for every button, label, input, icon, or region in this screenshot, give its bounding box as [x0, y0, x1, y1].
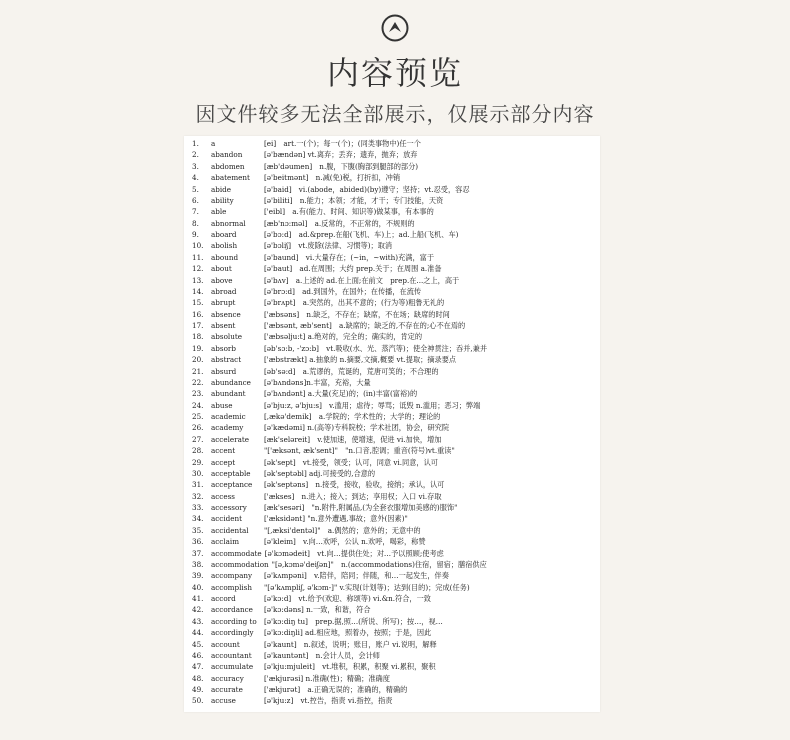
entry-word: access: [211, 491, 235, 501]
entry-word: accident: [211, 514, 243, 524]
entry-number: 24.: [192, 400, 204, 410]
entry-number: 18.: [192, 332, 204, 342]
vocabulary-entry: [184, 149, 600, 160]
entry-number: 16.: [192, 309, 204, 319]
entry-number: 15.: [192, 298, 204, 308]
entry-number: 47.: [192, 662, 204, 672]
entry-number: 34.: [192, 514, 204, 524]
vocabulary-entry: [184, 445, 600, 456]
entry-definition: [ə'bʌndəns]n.丰富，充裕，大量: [264, 377, 371, 387]
vocabulary-entry: [184, 240, 600, 251]
entry-word: aboard: [211, 230, 237, 239]
vocabulary-entry: [184, 297, 600, 308]
page-title: 内容预览: [326, 54, 463, 92]
entry-number: 48.: [192, 673, 204, 683]
vocabulary-entry: [184, 366, 600, 377]
entry-word: abundant: [211, 389, 246, 399]
entry-definition: [ə'beitmənt] n.减(免)税，打折扣，冲销: [264, 173, 401, 183]
vocabulary-entry: [184, 252, 600, 263]
entry-definition: ['ækjurət] a.正确无误的；准确的，精确的: [264, 685, 408, 694]
entry-definition: [ə'brʌpt] a.突然的，出其不意的；(行为等)粗鲁无礼的: [264, 298, 445, 308]
entry-definition: [æb'dəumen] n.腹，下腹(胸部到腿部的部分): [264, 161, 419, 171]
vocabulary-entry: [184, 502, 600, 513]
vocabulary-entry: [184, 604, 600, 615]
entry-definition: [æb'nɔ:məl] a.反常的，不正常的，不规则的: [264, 218, 415, 228]
entry-word: absent: [211, 321, 236, 330]
entry-definition: [ə'kju:z] vt.控告，指责 vi.指控，指责: [264, 696, 393, 706]
entry-number: 7.: [192, 207, 199, 217]
vocabulary-entry: [184, 172, 600, 183]
entry-number: 25.: [192, 412, 204, 421]
vocabulary-entry: [184, 400, 600, 411]
entry-definition: [ə'bʌv] a.上述的 ad.在上面;在前文 prep.在...之上，高于: [264, 275, 460, 285]
vocabulary-entry: [184, 536, 600, 547]
entry-word: accumulate: [211, 662, 254, 672]
entry-number: 26.: [192, 423, 204, 433]
entry-definition: [ə'bʌndənt] a.大量(充足)的；(in)丰富(富裕)的: [264, 389, 418, 399]
entry-word: abnormal: [211, 218, 246, 228]
entry-definition: [ə'kædəmi] n.(高等)专科院校；学术社团，协会，研究院: [264, 423, 450, 433]
entry-word: accordance: [211, 605, 253, 615]
entry-word: above: [211, 275, 233, 285]
entry-definition: [ə'kʌmpəni] v.陪伴，陪同；伴随，和…一起发生，伴奏: [264, 571, 449, 581]
vocabulary-entry: [184, 491, 600, 502]
vocabulary-entry: [184, 468, 600, 479]
vocabulary-entry: [184, 320, 600, 331]
circle-chevron-up-icon: [381, 14, 409, 42]
entry-definition: [ei] art.一(个)；每一(个)；(同类事物中)任一个: [264, 139, 421, 148]
entry-word: about: [211, 264, 232, 274]
vocabulary-list: [184, 138, 600, 707]
entry-word: abundance: [211, 377, 251, 387]
entry-number: 38.: [192, 559, 204, 569]
entry-word: accent: [211, 446, 236, 456]
vocabulary-entry: [184, 639, 600, 650]
entry-definition: [ə'bju:z, ə'bju:s] v.滥用；虐待；辱骂；诋毁 n.滥用；恶习；弊端: [264, 400, 481, 410]
entry-number: 28.: [192, 446, 204, 456]
entry-number: 22.: [192, 377, 204, 387]
vocabulary-entry: [184, 513, 600, 524]
entry-word: accommodate: [211, 548, 262, 558]
entry-number: 43.: [192, 616, 204, 626]
entry-word: abatement: [211, 173, 250, 183]
entry-definition: [əb'sɔ:b, -'zɔ:b] vt.吸收(水、光、蒸汽等)；使全神贯注；吞并,兼并: [264, 343, 488, 353]
entry-definition: [ə'brɔ:d] ad.到国外，在国外；在传播，在流传: [264, 286, 422, 296]
entry-word: abrupt: [211, 298, 236, 308]
entry-word: absence: [211, 309, 241, 319]
entry-word: absurd: [211, 366, 237, 376]
vocabulary-entry: [184, 354, 600, 365]
entry-number: 9.: [192, 230, 199, 239]
vocabulary-entry: [184, 593, 600, 604]
entry-number: 11.: [192, 252, 204, 262]
entry-word: accidental: [211, 525, 249, 535]
entry-number: 10.: [192, 241, 204, 251]
entry-word: accord: [211, 594, 236, 603]
entry-definition: "[ə'kʌmpliʃ, ə'kɔm-]" v.实现(计划等)；达到(目的)；完成(任务): [264, 582, 470, 592]
entry-definition: ['ækjurəsi] n.准确(性)；精确；准确度: [264, 673, 390, 683]
entry-definition: "[ə,kɔmə'deiʃən]" n.(accommodations)住宿，留宿；膳宿供应: [271, 559, 487, 569]
entry-definition: ['æksidənt] "n.意外遭遇,事故；意外(因素)": [264, 514, 408, 524]
entry-word: accompany: [211, 571, 253, 581]
entry-definition: [ə'kleim] v.向…欢呼，公认 n.欢呼，喝彩，称赞: [264, 537, 426, 547]
entry-word: academic: [211, 412, 246, 421]
entry-number: 49.: [192, 685, 204, 694]
entry-word: abound: [211, 252, 239, 262]
vocabulary-entry: [184, 661, 600, 672]
vocabulary-entry: [184, 457, 600, 468]
entry-word: accuracy: [211, 673, 244, 683]
entry-definition: ['æbsəlju:t] a.绝对的，完全的；确实的，肯定的: [264, 332, 423, 342]
entry-number: 5.: [192, 184, 199, 194]
entry-number: 44.: [192, 628, 204, 638]
vocabulary-entry: [184, 275, 600, 286]
vocabulary-entry: [184, 138, 600, 149]
vocabulary-entry: [184, 377, 600, 388]
entry-word: accountant: [211, 650, 252, 660]
vocabulary-entry: [184, 286, 600, 297]
entry-word: ability: [211, 195, 234, 205]
entry-number: 12.: [192, 264, 204, 274]
entry-definition: [ə'bɔliʃ] vt.废除(法律、习惯等)；取消: [264, 241, 393, 251]
entry-definition: ['æbsənt, æb'sent] a.缺席的；缺乏的,不存在的;心不在焉的: [264, 321, 466, 330]
entry-definition: [ə'bændən] vt.离弃；丢弃；遗弃，抛弃；放弃: [264, 150, 418, 160]
entry-word: accelerate: [211, 434, 250, 444]
vocabulary-entry: [184, 229, 600, 240]
entry-word: accommodation: [211, 559, 269, 569]
entry-number: 4.: [192, 173, 199, 183]
vocabulary-entry: [184, 309, 600, 320]
vocabulary-entry: [184, 548, 600, 559]
entry-number: 30.: [192, 468, 204, 478]
entry-definition: ['eibl] a.有(能力、时间、知识等)做某事，有本事的: [264, 207, 434, 217]
vocabulary-entry: [184, 650, 600, 661]
entry-number: 13.: [192, 275, 204, 285]
entry-number: 39.: [192, 571, 204, 581]
entry-word: abroad: [211, 286, 237, 296]
vocabulary-entry: [184, 673, 600, 684]
vocabulary-entry: [184, 434, 600, 445]
vocabulary-entry: [184, 570, 600, 581]
entry-number: 19.: [192, 343, 204, 353]
entry-definition: "[,æksi'dentəl]" a.偶然的；意外的；无意中的: [264, 525, 421, 535]
entry-word: absolute: [211, 332, 242, 342]
entry-number: 20.: [192, 355, 204, 365]
entry-definition: [ə'bɔ:d] ad.&prep.在船(飞机、车)上；ad.上船(飞机、车): [264, 230, 459, 239]
vocabulary-entry: [184, 388, 600, 399]
entry-definition: [ə'kɔ:diŋli] ad.相应地，照着办，按照；于是，因此: [264, 628, 432, 638]
entry-definition: "['æksənt, æk'sent]" "n.口音,腔调；重音(符号)vt.重读": [264, 446, 455, 456]
vocabulary-entry: [184, 343, 600, 354]
entry-definition: [ə'baid] vi.(abode，abided)(by)遵守；坚持；vt.忍受，容忍: [264, 184, 470, 194]
entry-definition: [ə'kɔ:d] vt.给予(欢迎、称颂等) vi.&n.符合，一致: [264, 594, 431, 603]
entry-definition: [ək'septəbl] adj.可接受的,合意的: [264, 468, 376, 478]
entry-definition: ['ækses] n.进入；接入；到达；享用权；入口 vi.存取: [264, 491, 442, 501]
vocabulary-entry: [184, 411, 600, 422]
entry-word: abolish: [211, 241, 238, 251]
entry-number: 37.: [192, 548, 204, 558]
vocabulary-entry: [184, 479, 600, 490]
vocabulary-entry: [184, 695, 600, 706]
entry-number: 27.: [192, 434, 204, 444]
entry-definition: [ə'kaunt] n.叙述，说明；账目，账户 vi.说明，解释: [264, 639, 437, 649]
entry-word: absorb: [211, 343, 236, 353]
entry-word: accept: [211, 457, 236, 467]
entry-word: abide: [211, 184, 232, 194]
entry-number: 33.: [192, 503, 204, 512]
vocabulary-entry: [184, 422, 600, 433]
document-preview: [184, 136, 600, 712]
vocabulary-entry: [184, 559, 600, 570]
entry-number: 21.: [192, 366, 204, 376]
entry-number: 40.: [192, 582, 204, 592]
entry-definition: [æk'sesəri] "n.附件,附属品,(为全套衣服增加美感的)服饰": [264, 503, 458, 512]
entry-number: 17.: [192, 321, 204, 330]
entry-number: 32.: [192, 491, 204, 501]
entry-definition: [ə'kɔ:dəns] n.一致，和谐，符合: [264, 605, 371, 615]
vocabulary-entry: [184, 263, 600, 274]
entry-number: 36.: [192, 537, 204, 547]
entry-number: 29.: [192, 457, 204, 467]
vocabulary-entry: [184, 616, 600, 627]
vocabulary-entry: [184, 627, 600, 638]
page-subtitle: 因文件较多无法全部展示，仅展示部分内容: [195, 102, 595, 126]
entry-word: account: [211, 639, 240, 649]
entry-word: able: [211, 207, 227, 217]
entry-definition: ['æbstrækt] a.抽象的 n.摘要,文摘,概要 vt.提取；摘录要点: [264, 355, 457, 365]
vocabulary-entry: [184, 582, 600, 593]
entry-number: 8.: [192, 218, 199, 228]
entry-word: accessory: [211, 503, 247, 512]
entry-definition: [əb'sə:d] a.荒谬的，荒诞的，荒唐可笑的；不合理的: [264, 366, 439, 376]
vocabulary-entry: [184, 331, 600, 342]
entry-word: accuse: [211, 696, 236, 706]
vocabulary-entry: [184, 184, 600, 195]
entry-word: a: [211, 139, 216, 148]
entry-definition: [ək'septəns] n.接受，接收，验收，接纳；承认，认可: [264, 480, 445, 490]
entry-definition: [ə'biliti] n.能力；本领；才能，才干；专门技能，天资: [264, 195, 444, 205]
entry-word: academy: [211, 423, 244, 433]
entry-number: 41.: [192, 594, 204, 603]
entry-number: 45.: [192, 639, 204, 649]
entry-word: according to: [211, 616, 257, 626]
entry-definition: [ə'kauntənt] n.会计人员，会计师: [264, 650, 380, 660]
entry-word: acceptance: [211, 480, 253, 490]
entry-word: accomplish: [211, 582, 252, 592]
entry-number: 6.: [192, 195, 199, 205]
preview-header: [0, 0, 790, 130]
vocabulary-entry: [184, 684, 600, 695]
entry-number: 23.: [192, 389, 204, 399]
entry-number: 2.: [192, 150, 199, 160]
entry-definition: [ə'baund] vi.大量存在；(~in，~with)充满，富于: [264, 252, 435, 262]
entry-number: 14.: [192, 286, 204, 296]
vocabulary-entry: [184, 218, 600, 229]
entry-definition: [æk'seləreit] v.使加速，使增速，促进 vi.加快，增加: [264, 434, 442, 444]
entry-number: 35.: [192, 525, 204, 535]
entry-number: 31.: [192, 480, 204, 490]
entry-definition: [ək'sept] vt.接受，领受；认可，同意 vi.同意，认可: [264, 457, 438, 467]
entry-definition: [,ækə'demik] a.学院的；学术性的；大学的；理论的: [264, 412, 441, 421]
entry-number: 42.: [192, 605, 204, 615]
entry-word: abstract: [211, 355, 242, 365]
entry-number: 50.: [192, 696, 204, 706]
entry-definition: [ə'baut] ad.在周围；大约 prep.关于；在周围 a.准备: [264, 264, 442, 274]
entry-definition: [ə'kɔ:diŋ tu] prep.据,照…(所说、所写)；按…，视…: [264, 616, 443, 626]
entry-word: accurate: [211, 685, 243, 694]
entry-number: 46.: [192, 650, 204, 660]
entry-number: 1.: [192, 139, 199, 148]
entry-number: 3.: [192, 161, 199, 171]
entry-word: abuse: [211, 400, 233, 410]
entry-definition: [ə'kju:mjuleit] vt.堆积，积累，积聚 vi.累积，聚积: [264, 662, 436, 672]
vocabulary-entry: [184, 195, 600, 206]
vocabulary-entry: [184, 206, 600, 217]
entry-definition: ['æbsəns] n.缺乏，不存在；缺席，不在场；缺席的时间: [264, 309, 450, 319]
entry-word: acclaim: [211, 537, 240, 547]
entry-word: abandon: [211, 150, 243, 160]
entry-word: abdomen: [211, 161, 245, 171]
entry-definition: [ə'kɔmədeit] vt.向…提供住处；对…予以照顾;使考虑: [264, 548, 444, 558]
vocabulary-entry: [184, 525, 600, 536]
vocabulary-entry: [184, 161, 600, 172]
entry-word: accordingly: [211, 628, 254, 638]
entry-word: acceptable: [211, 468, 251, 478]
